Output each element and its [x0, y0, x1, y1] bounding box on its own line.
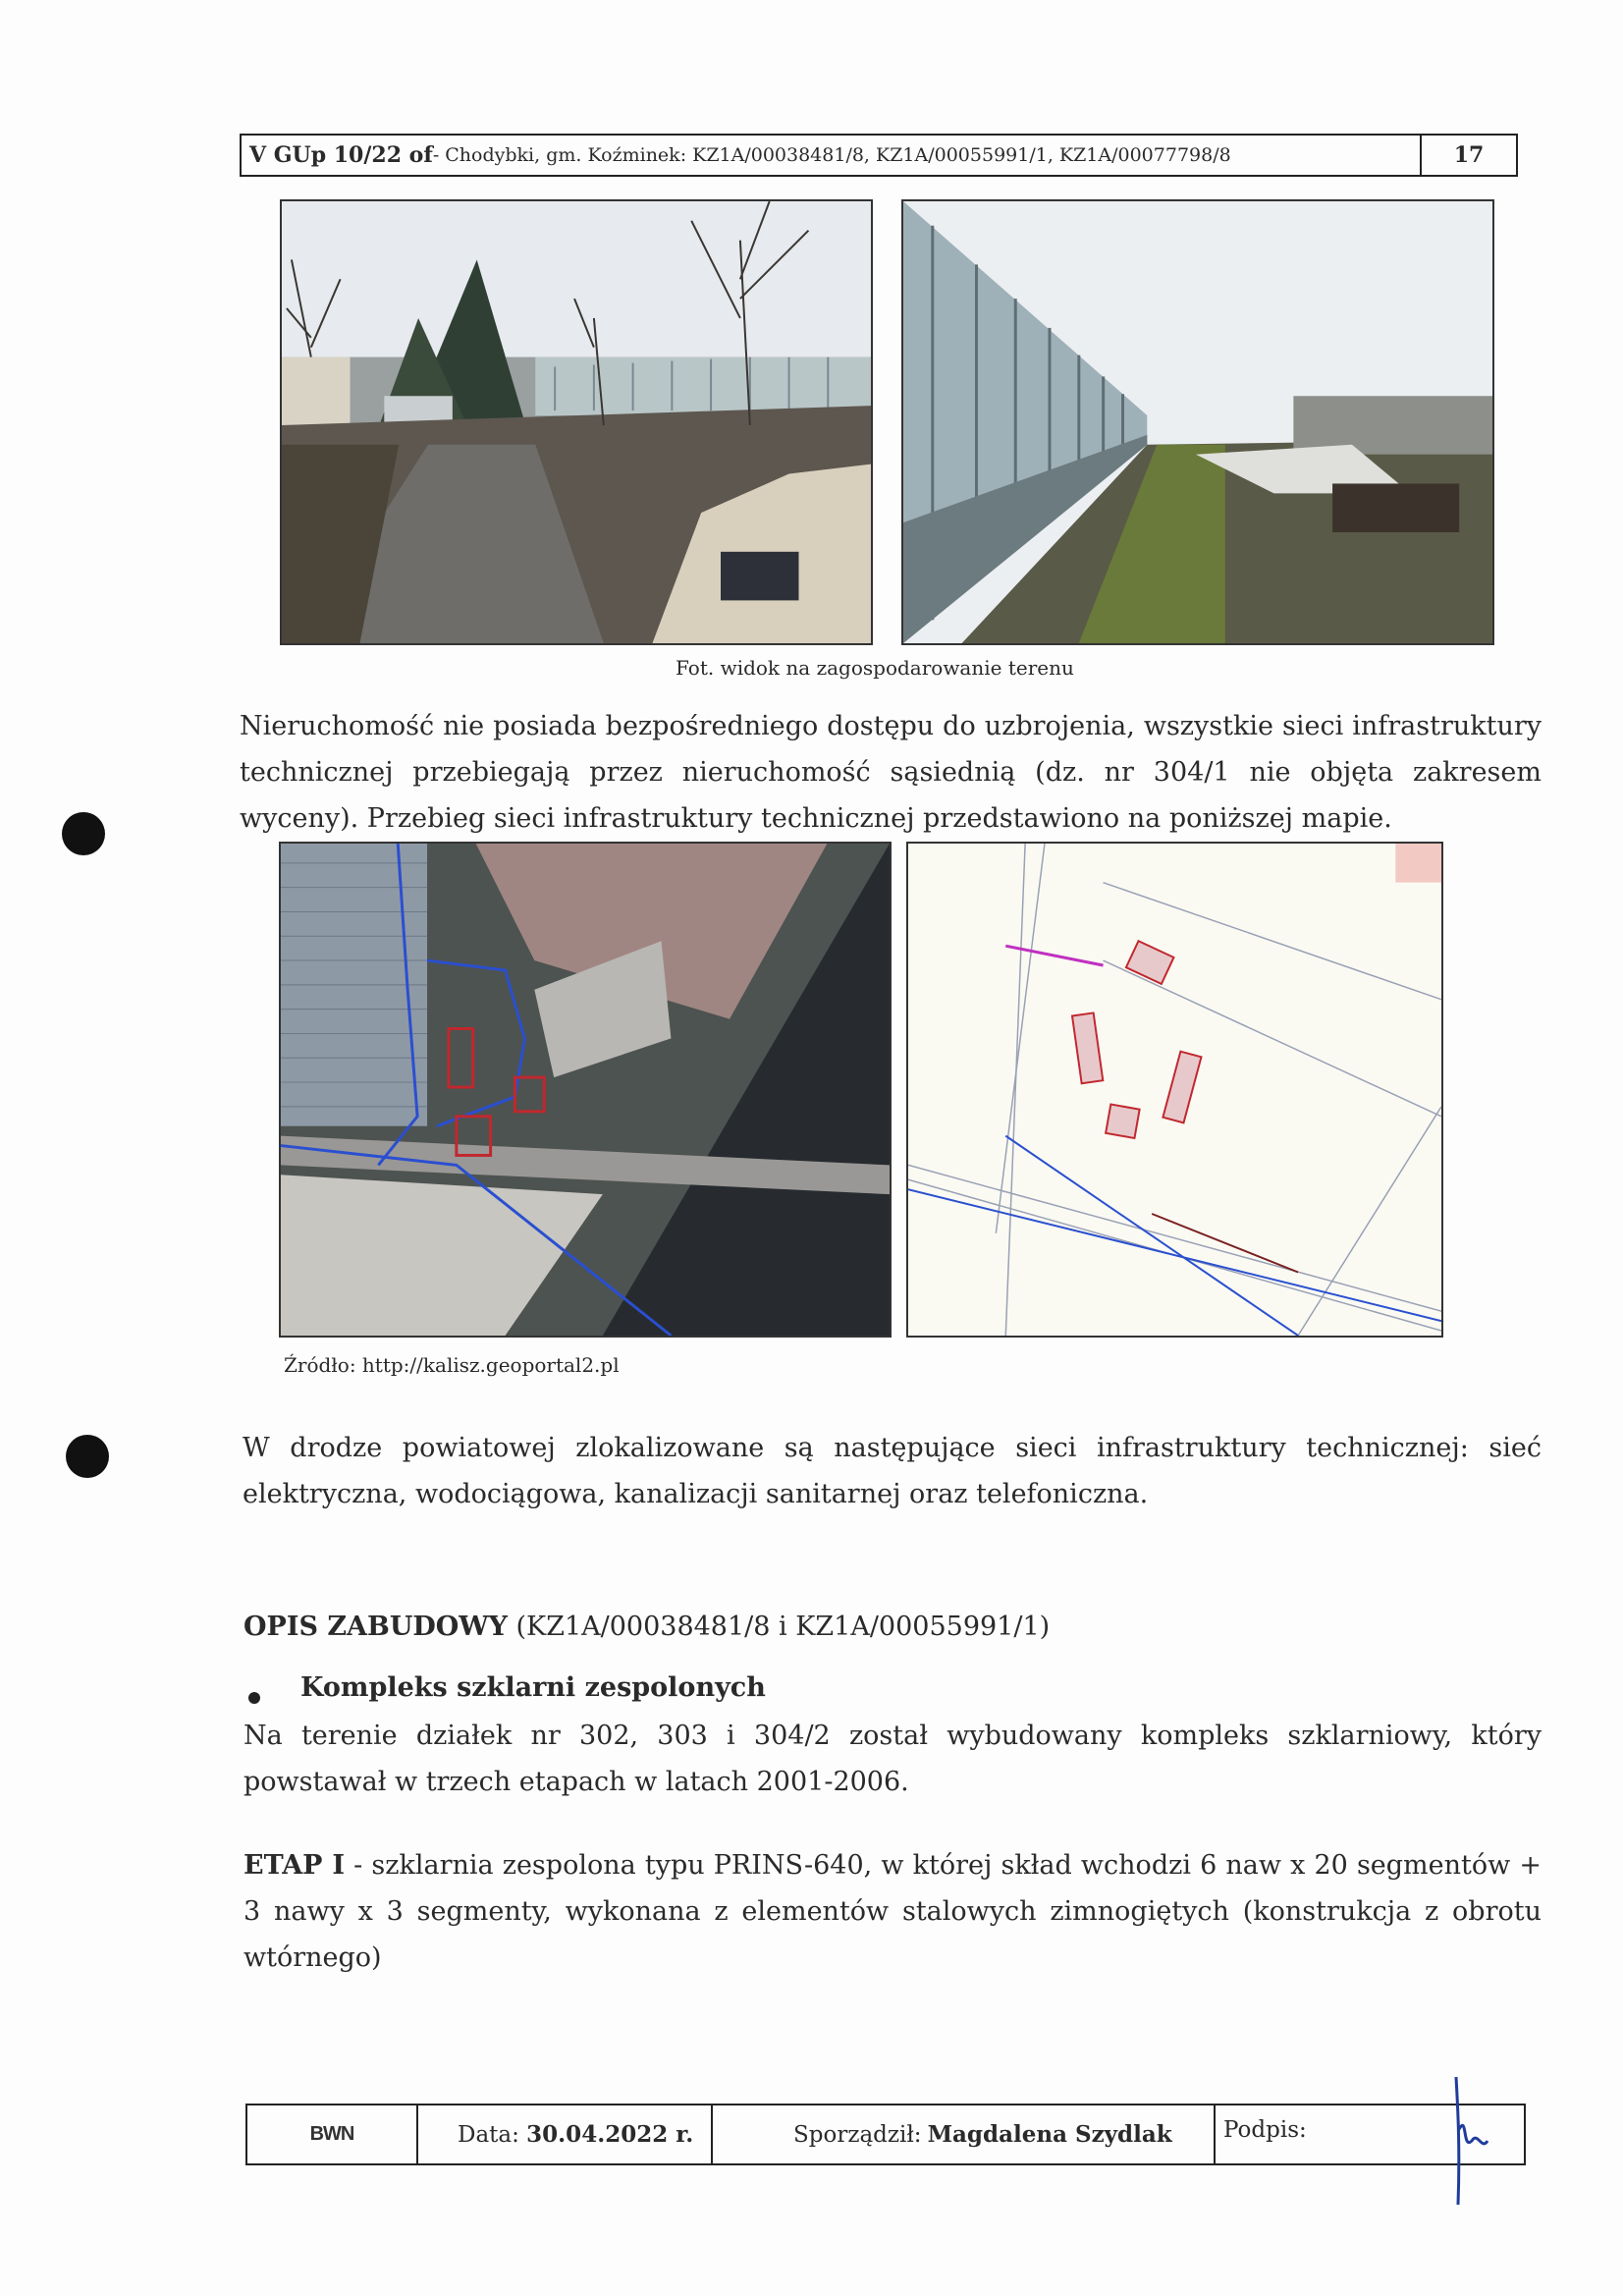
signature-mark	[1438, 2072, 1517, 2210]
map-utilities	[906, 842, 1443, 1338]
footer-date-cell	[418, 2105, 713, 2163]
punch-hole-top	[62, 812, 105, 855]
section-title: OPIS ZABUDOWY	[243, 1612, 508, 1642]
punch-hole-bottom	[66, 1435, 109, 1478]
bullet-title: Kompleks szklarni zespolonych	[300, 1672, 766, 1703]
page-footer	[245, 2104, 1526, 2165]
photos-caption: Fot. widok na zagospodarowanie terenu	[676, 656, 1074, 680]
photo-yard	[280, 199, 873, 645]
company-logo: BWN	[309, 2123, 354, 2145]
report-id: V GUp 10/22 of	[249, 142, 433, 168]
map-orthophoto	[279, 842, 892, 1338]
etap-text: - szklarnia zespolona typu PRINS-640, w której skład wchodzi 6 naw x 20 segmentów + 3 nawy x 3 segmenty, wykonana z elementów stalowych zimnogiętych (konstrukcja z obrotu wtórnego)	[243, 1850, 1542, 1973]
paragraph-infrastructure: Nieruchomość nie posiada bezpośredniego dostępu do uzbrojenia, wszystkie sieci infrastruktury technicznej przebiegają przez nieruchomość sąsiednią (dz. nr 304/1 nie objęta zakresem wyceny). Przebieg sieci infrastruktury technicznej przedstawiono na poniższej mapie.	[240, 711, 1542, 834]
author-value: Magdalena Szydlak	[927, 2121, 1172, 2148]
section-refs: (KZ1A/00038481/8 i KZ1A/00055991/1)	[507, 1612, 1051, 1642]
page-header	[240, 134, 1518, 177]
page-number: 17	[1420, 136, 1516, 175]
paragraph-road-networks: W drodze powiatowej zlokalizowane są następujące sieci infrastruktury technicznej: sieć elektryczna, wodociągowa, kanalizacji sanitarnej oraz telefoniczna.	[243, 1433, 1542, 1509]
paragraph-complex: Na terenie działek nr 302, 303 i 304/2 został wybudowany kompleks szklarniowy, który powstawał w trzech etapach w latach 2001-2006.	[243, 1721, 1542, 1797]
date-label: Data:	[458, 2121, 519, 2148]
author-label: Sporządził:	[793, 2121, 922, 2148]
photo-greenhouse	[901, 199, 1494, 645]
map-source: Źródło: http://kalisz.geoportal2.pl	[284, 1353, 620, 1377]
etap-label: ETAP I	[243, 1850, 346, 1881]
footer-logo-cell	[247, 2105, 418, 2163]
bullet-icon	[248, 1692, 260, 1704]
signature-label: Podpis:	[1223, 2117, 1307, 2143]
footer-author-cell	[713, 2105, 1216, 2163]
date-value: 30.04.2022 r.	[526, 2121, 694, 2148]
section-heading	[243, 1612, 1050, 1642]
paragraph-etap	[243, 1842, 1542, 1981]
report-location: - Chodybki, gm. Koźminek: KZ1A/00038481/8, KZ1A/00055991/1, KZ1A/00077798/8	[432, 144, 1231, 166]
document-reference	[242, 136, 1420, 175]
